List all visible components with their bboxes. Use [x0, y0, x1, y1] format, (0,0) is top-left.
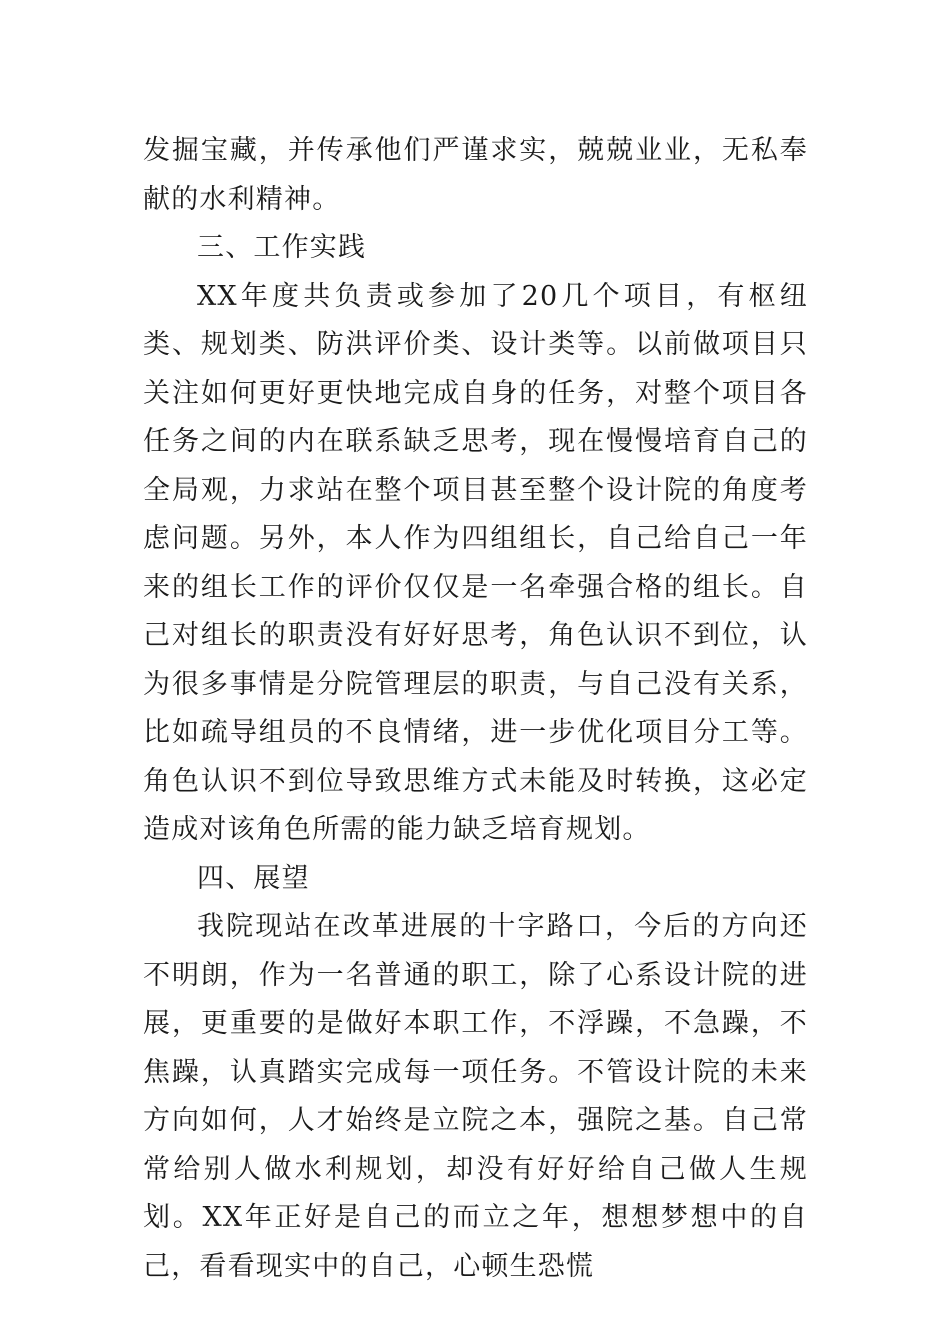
document-body: [143, 127, 808, 1291]
section-heading-outlook: 四、展望: [197, 862, 310, 894]
paragraph-work-practice: XX年度共负责或参加了20几个项目，有枢纽类、规划类、防洪评价类、设计类等。以前做项目只关注如何更好更快地完成自身的任务，对整个项目各任务之间的内在联系缺乏思考，现在慢慢培育自己的全局观，力求站在整个项目甚至整个设计院的角度考虑问题。另外，本人作为四组组长，自己给自己一年来的组长工作的评价仅仅是一名牵强合格的组长。自己对组长的职责没有好好思考，角色认识不到位，认为很多事情是分院管理层的职责，与自己没有关系，比如疏导组员的不良情绪，进一步优化项目分工等。角色认识不到位导致思维方式未能及时转换，这必定造成对该角色所需的能力缺乏培育规划。: [143, 280, 808, 845]
paragraph-outlook: 我院现站在改革进展的十字路口，今后的方向还不明朗，作为一名普通的职工，除了心系设计院的进展，更重要的是做好本职工作，不浮躁，不急躁，不焦躁，认真踏实完成每一项任务。不管设计院的未来方向如何，人才始终是立院之本，强院之基。自己常常给别人做水利规划，却没有好好给自己做人生规划。XX年正好是自己的而立之年，想想梦想中的自己，看看现实中的自己，心顿生恐慌: [143, 911, 808, 1282]
paragraph-continuation: 发掘宝藏，并传承他们严谨求实，兢兢业业，无私奉献的水利精神。: [143, 135, 808, 215]
section-heading-work-practice: 三、工作实践: [197, 232, 367, 263]
